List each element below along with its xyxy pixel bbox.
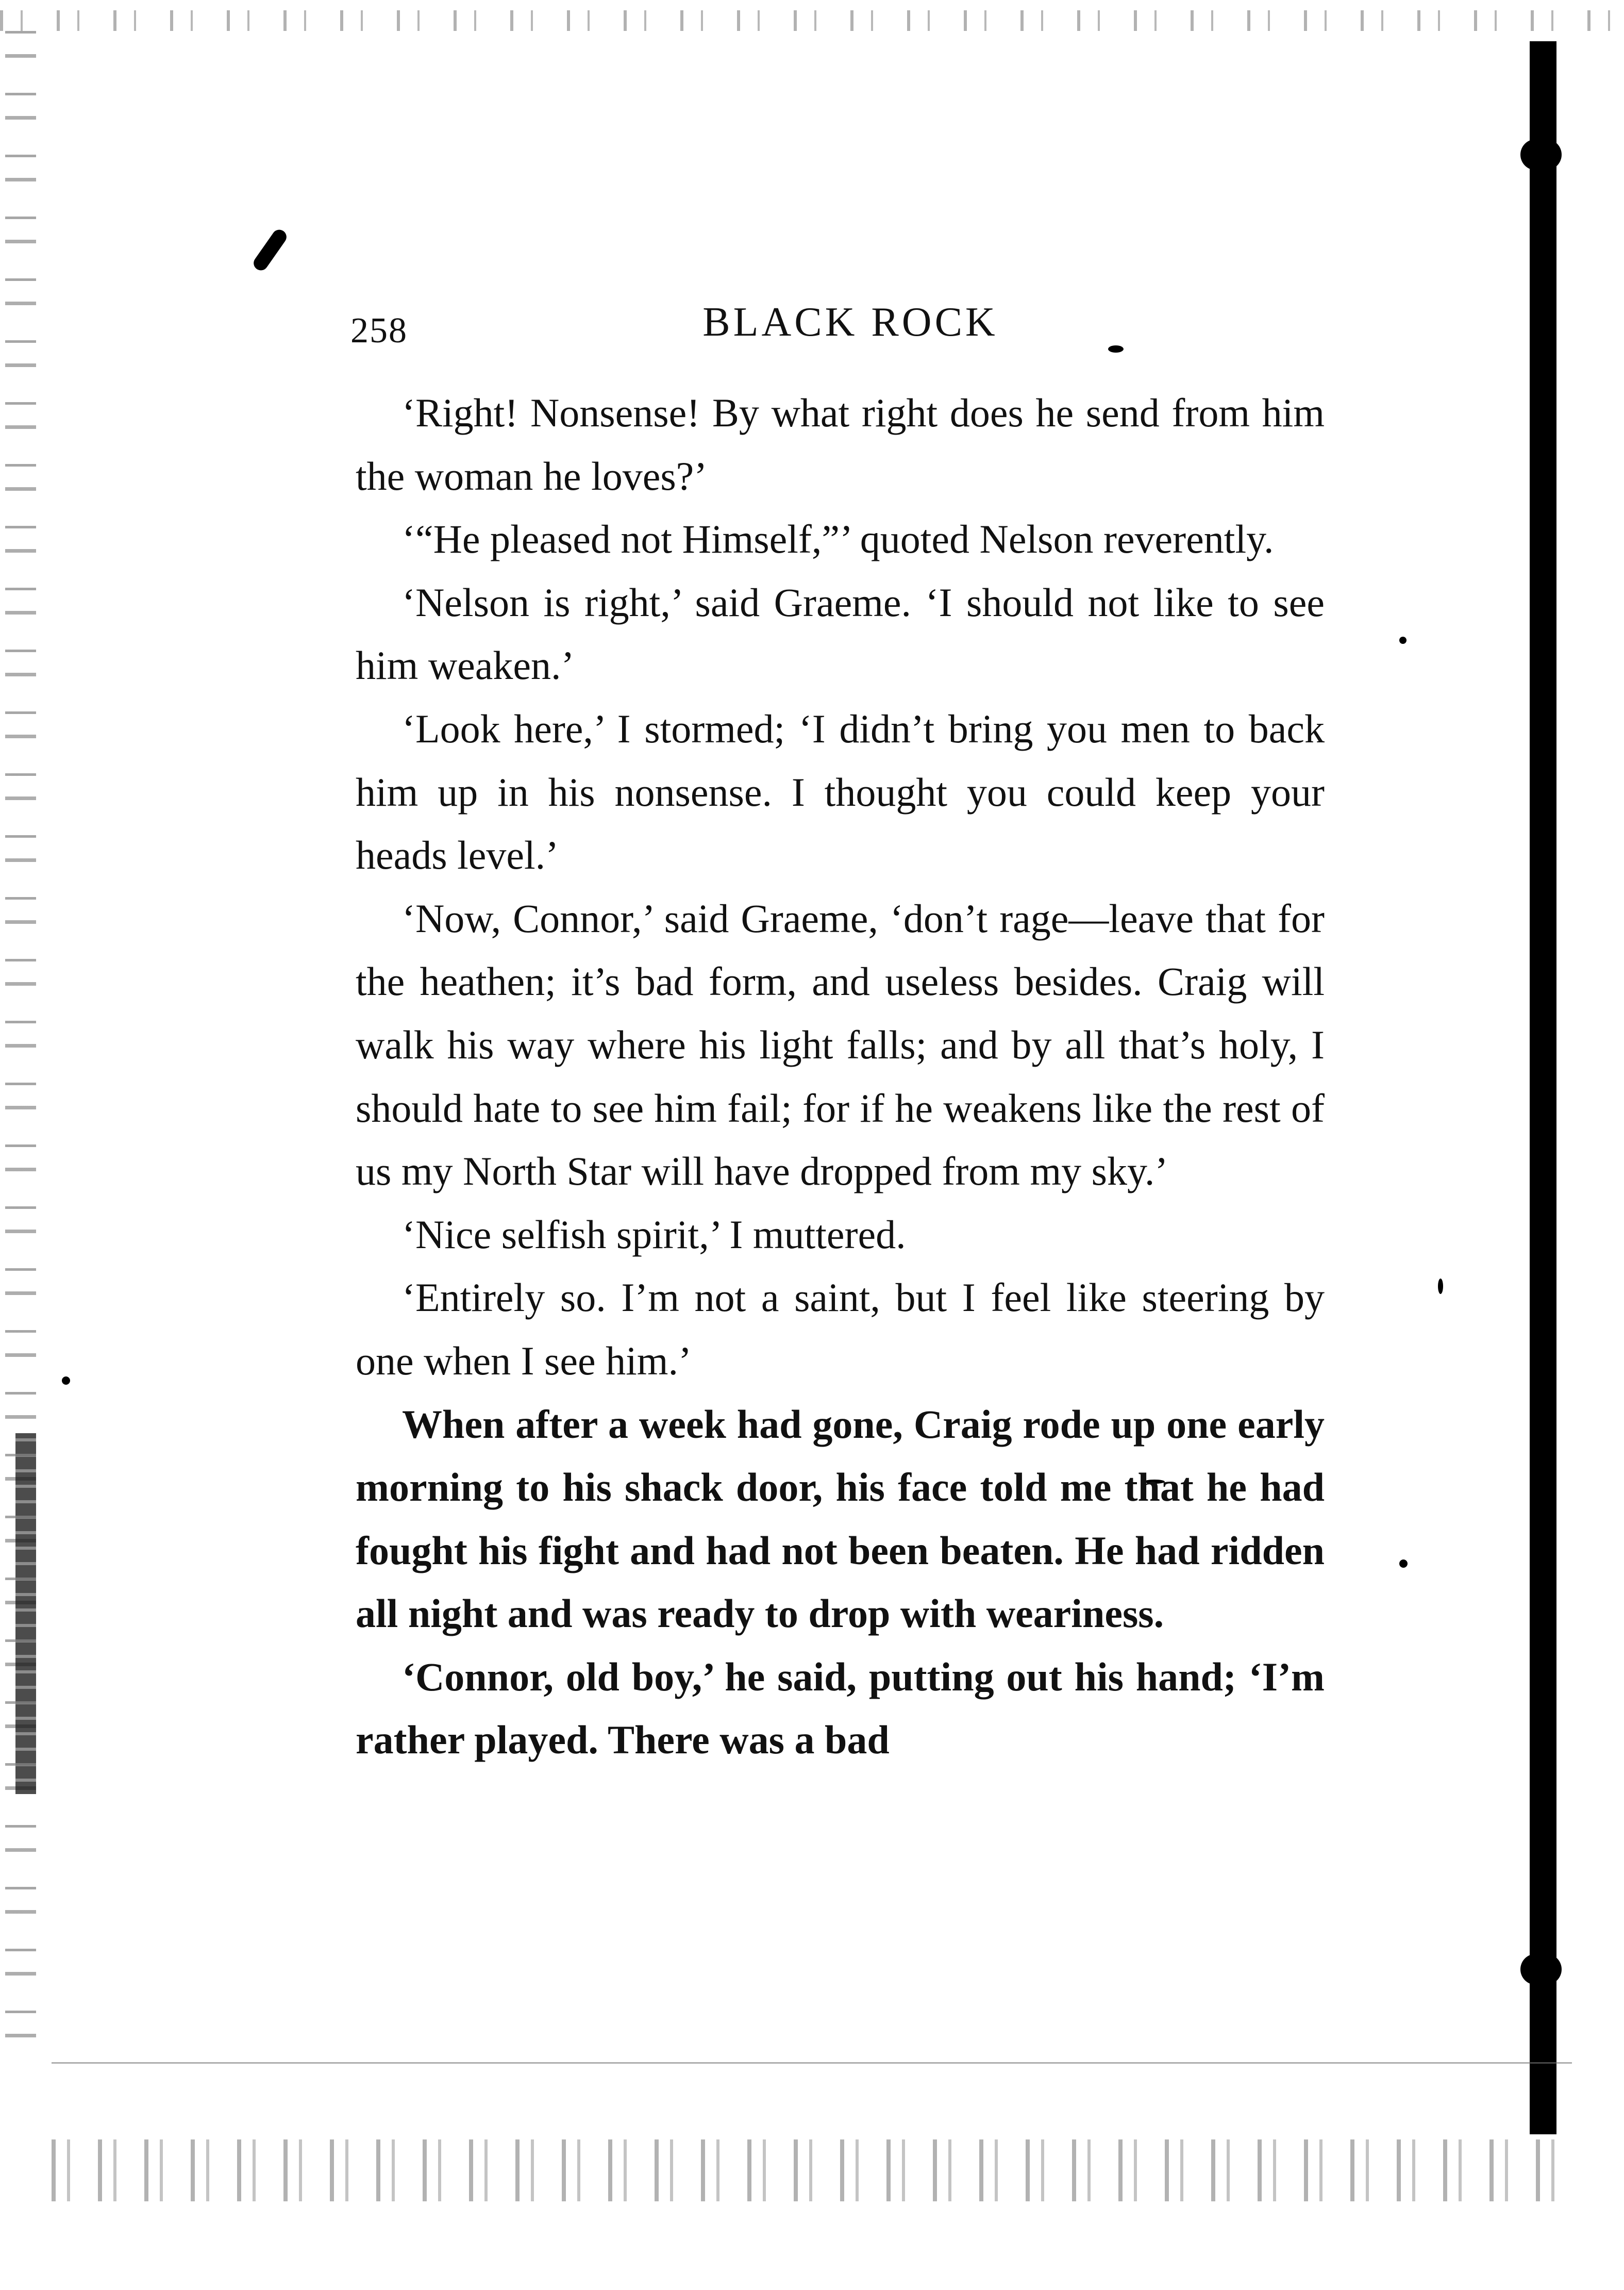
scan-edge-right-blot bbox=[1520, 1954, 1562, 1985]
scan-edge-right-blot bbox=[1520, 139, 1562, 170]
page-header bbox=[350, 299, 1330, 361]
ink-speck bbox=[62, 1376, 70, 1385]
paragraph: ‘“He pleased not Himself,”’ quoted Nelson reverently. bbox=[402, 517, 1274, 562]
scan-edge-left-shadow bbox=[15, 1433, 36, 1794]
paragraph: ‘Entirely so. I’m not a saint, but I feel like steering by one when I see him.’ bbox=[356, 1275, 1325, 1383]
paragraph: ‘Nelson is right,’ said Graeme. ‘I should not like to see him weaken.’ bbox=[356, 579, 1325, 688]
paragraph: ‘Nice selfish spirit,’ I muttered. bbox=[402, 1212, 906, 1257]
scan-edge-right-shadow bbox=[1530, 41, 1556, 2134]
ink-mark bbox=[251, 227, 290, 273]
ink-speck bbox=[1399, 637, 1407, 644]
paragraph: ‘Connor, old boy,’ he said, putting out his hand; ‘I’m rather played. There was a bad bbox=[356, 1654, 1325, 1763]
page-number: 258 bbox=[350, 311, 408, 351]
ink-speck bbox=[1438, 1279, 1443, 1294]
scan-edge-bottom bbox=[52, 2139, 1572, 2201]
body-text bbox=[356, 381, 1325, 1772]
paragraph: ‘Right! Nonsense! By what right does he send from him the woman he loves?’ bbox=[356, 390, 1325, 499]
scan-bottom-rule bbox=[52, 2062, 1572, 2064]
running-head: BLACK ROCK bbox=[702, 300, 998, 345]
paragraph: ‘Now, Connor,’ said Graeme, ‘don’t rage—leave that for the heathen; it’s bad form, and useless besides. Craig will walk his way where his light falls; and by all that’s holy, I should hate to see him fail; for if he weakens like the rest of us my North Star will have dropped from my sky.’ bbox=[356, 895, 1325, 1194]
scan-edge-top bbox=[0, 10, 1624, 31]
paragraph: ‘Look here,’ I stormed; ‘I didn’t bring you men to back him up in his nonsense. I thought you could keep your heads level.’ bbox=[356, 706, 1325, 878]
paragraph: When after a week had gone, Craig rode up one early morning to his shack door, his face told me that he had fought his fight and had not been beaten. He had ridden all night and was ready to drop with weariness. bbox=[356, 1401, 1325, 1636]
ink-speck bbox=[1399, 1559, 1408, 1568]
